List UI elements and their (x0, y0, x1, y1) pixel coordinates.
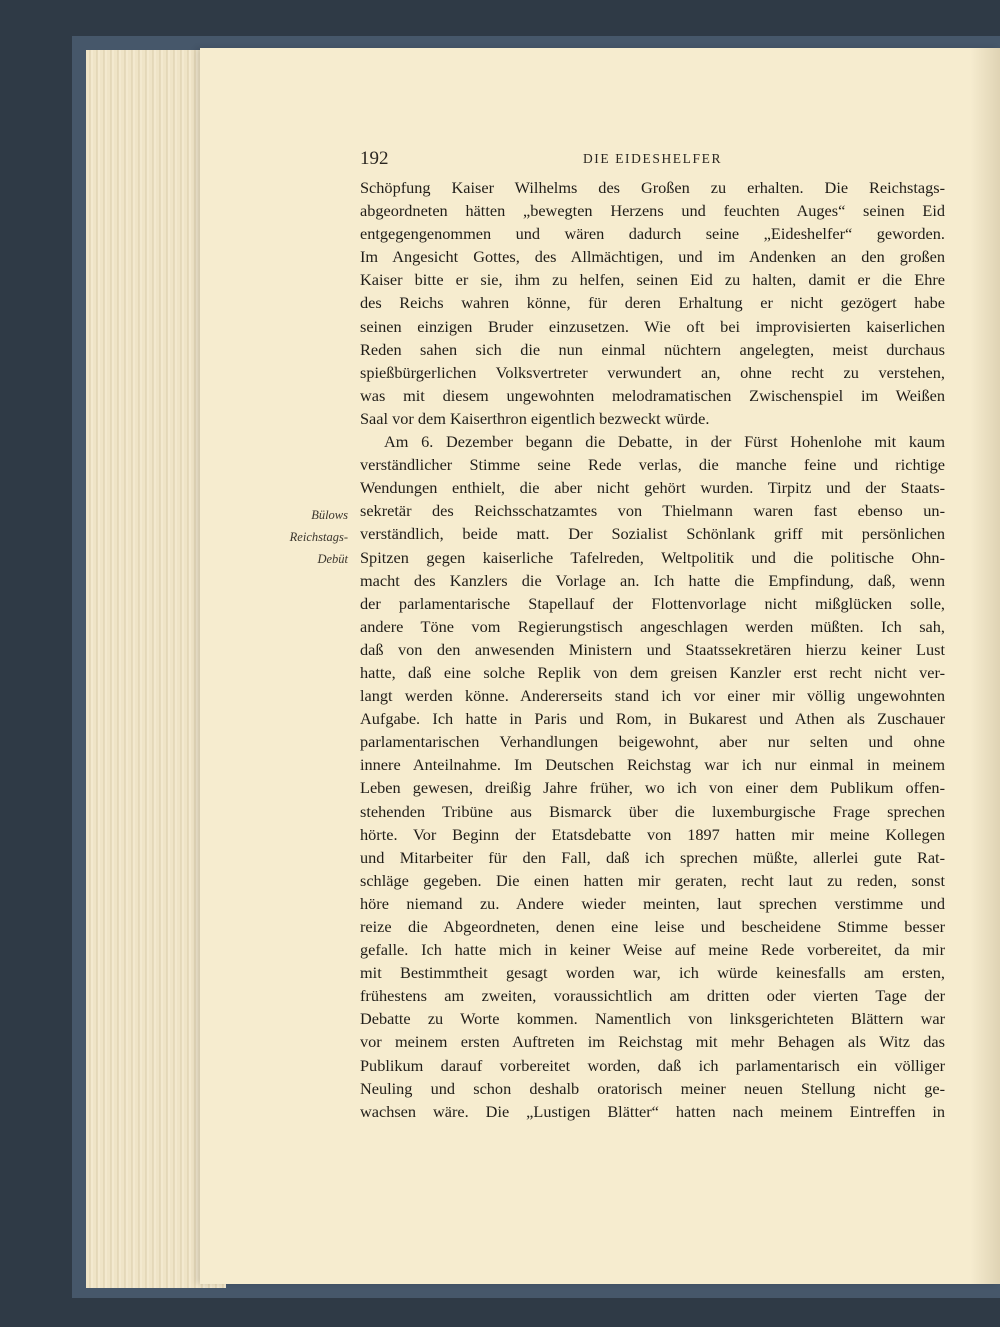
text-line: Debatte zu Worte kommen. Namentlich von linksgerichteten Blättern war (360, 1009, 945, 1029)
text-line: was mit diesem ungewohnten melodramatischen Zwischenspiel im Weißen (360, 385, 945, 405)
text-line: innere Anteilnahme. Im Deutschen Reichstag war ich nur einmal in meinem (360, 755, 945, 775)
paragraph (360, 430, 945, 1123)
page-header (360, 148, 945, 172)
marginal-note-line: Reichstags- (289, 530, 348, 544)
text-line: entgegengenommen und wären dadurch seine „Eideshelfer“ geworden. (360, 224, 945, 244)
text-line: höre niemand zu. Andere wieder meinten, laut sprechen verstimme und (360, 893, 945, 913)
text-line: stehenden Tribüne aus Bismarck über die luxemburgische Frage sprechen (360, 801, 945, 821)
page-number: 192 (360, 148, 389, 169)
text-line: vor meinem ersten Auftreten im Reichstag mit mehr Behagen als Witz das (360, 1032, 945, 1052)
text-line: Saal vor dem Kaiserthron eigentlich bezweckt würde. (360, 408, 710, 428)
text-line: frühestens am zweiten, voraussichtlich am dritten oder vierten Tage der (360, 986, 945, 1006)
text-line: wachsen wäre. Die „Lustigen Blätter“ hatten nach meinem Eintreffen in (360, 1101, 945, 1121)
paragraph (360, 176, 945, 430)
text-line: verständlicher Stimme seine Rede verlas, die manche feine und richtige (360, 455, 945, 475)
text-line: Schöpfung Kaiser Wilhelms des Großen zu erhalten. Die Reichstags- (360, 178, 945, 197)
text-line: Wendungen enthielt, die aber nicht gehört wurden. Tirpitz und der Staats- (360, 478, 945, 498)
text-line: Im Angesicht Gottes, des Allmächtigen, und im Andenken an den großen (360, 247, 945, 267)
text-line: hatte, daß eine solche Replik von dem greisen Kanzler erst recht nicht ver- (360, 662, 945, 682)
text-line: mit Bestimmtheit gesagt worden war, ich würde keinesfalls am ersten, (360, 963, 945, 983)
text-line: Spitzen gegen kaiserliche Tafelreden, Weltpolitik und die politische Ohn- (360, 547, 945, 567)
text-line: hörte. Vor Beginn der Etatsdebatte von 1897 hatten mir meine Kollegen (360, 824, 945, 844)
text-line: sekretär des Reichsschatzamtes von Thielmann waren fast ebenso un- (360, 501, 945, 521)
marginal-note (270, 504, 348, 570)
text-line: andere Töne vom Regierungstisch angeschlagen werden müßten. Ich sah, (360, 616, 945, 636)
text-line: Aufgabe. Ich hatte in Paris und Rom, in Bukarest und Athen als Zuschauer (360, 709, 945, 729)
text-line: reize die Abgeordneten, denen eine leise und bescheidene Stimme besser (360, 917, 945, 936)
body-text (360, 176, 945, 1123)
text-line: langt werden könne. Andererseits stand ich vor einer mir völlig ungewohnten (360, 686, 945, 706)
text-line: daß von den anwesenden Ministern und Staatssekretären hierzu keiner Lust (360, 639, 945, 659)
text-line: abgeordneten hätten „bewegten Herzens und feuchten Auges“ seinen Eid (360, 201, 945, 221)
book-page (200, 48, 1000, 1284)
text-line: verständlich, beide matt. Der Sozialist Schönlank griff mit persönlichen (360, 524, 945, 544)
text-line: und Mitarbeiter für den Fall, daß ich sprechen müßte, allerlei gute Rat- (360, 847, 945, 867)
text-line: Neuling und schon deshalb oratorisch meiner neuen Stellung nicht ge- (360, 1078, 945, 1098)
text-line: Reden sahen sich die nun einmal nüchtern angelegten, meist durchaus (360, 339, 945, 359)
text-line: der parlamentarische Stapellauf der Flottenvorlage nicht mißglücken solle, (360, 593, 945, 613)
text-line: gefalle. Ich hatte mich in keiner Weise auf meine Rede vorbereitet, da mir (360, 940, 945, 960)
marginal-note-line: Bülows (311, 508, 348, 522)
text-line: macht des Kanzlers die Vorlage an. Ich hatte die Empfindung, daß, wenn (360, 570, 945, 590)
running-head: DIE EIDESHELFER (582, 151, 723, 166)
text-line: parlamentarischen Verhandlungen beigewohnt, aber nur selten und ohne (360, 732, 945, 752)
text-line: Publikum darauf vorbereitet worden, daß ich parlamentarisch ein völliger (360, 1055, 945, 1075)
text-line: Am 6. Dezember begann die Debatte, in der Fürst Hohenlohe mit kaum (384, 432, 945, 452)
text-line: schläge gegeben. Die einen hatten mir geraten, recht laut zu reden, sonst (360, 870, 945, 890)
text-line: Kaiser bitte er sie, ihm zu helfen, seinen Eid zu halten, damit er die Ehre (360, 270, 945, 290)
text-line: Leben gewesen, dreißig Jahre früher, wo ich von einer dem Publikum offen- (360, 778, 945, 798)
text-line: seinen einzigen Bruder einzusetzen. Wie oft bei improvisierten kaiserlichen (360, 316, 945, 336)
text-line: spießbürgerlichen Volksvertreter verwundert an, ohne recht zu verstehen, (360, 362, 945, 382)
marginal-note-line: Debüt (317, 552, 348, 566)
text-line: des Reichs wahren könne, für deren Erhaltung er nicht gezögert habe (360, 293, 945, 313)
